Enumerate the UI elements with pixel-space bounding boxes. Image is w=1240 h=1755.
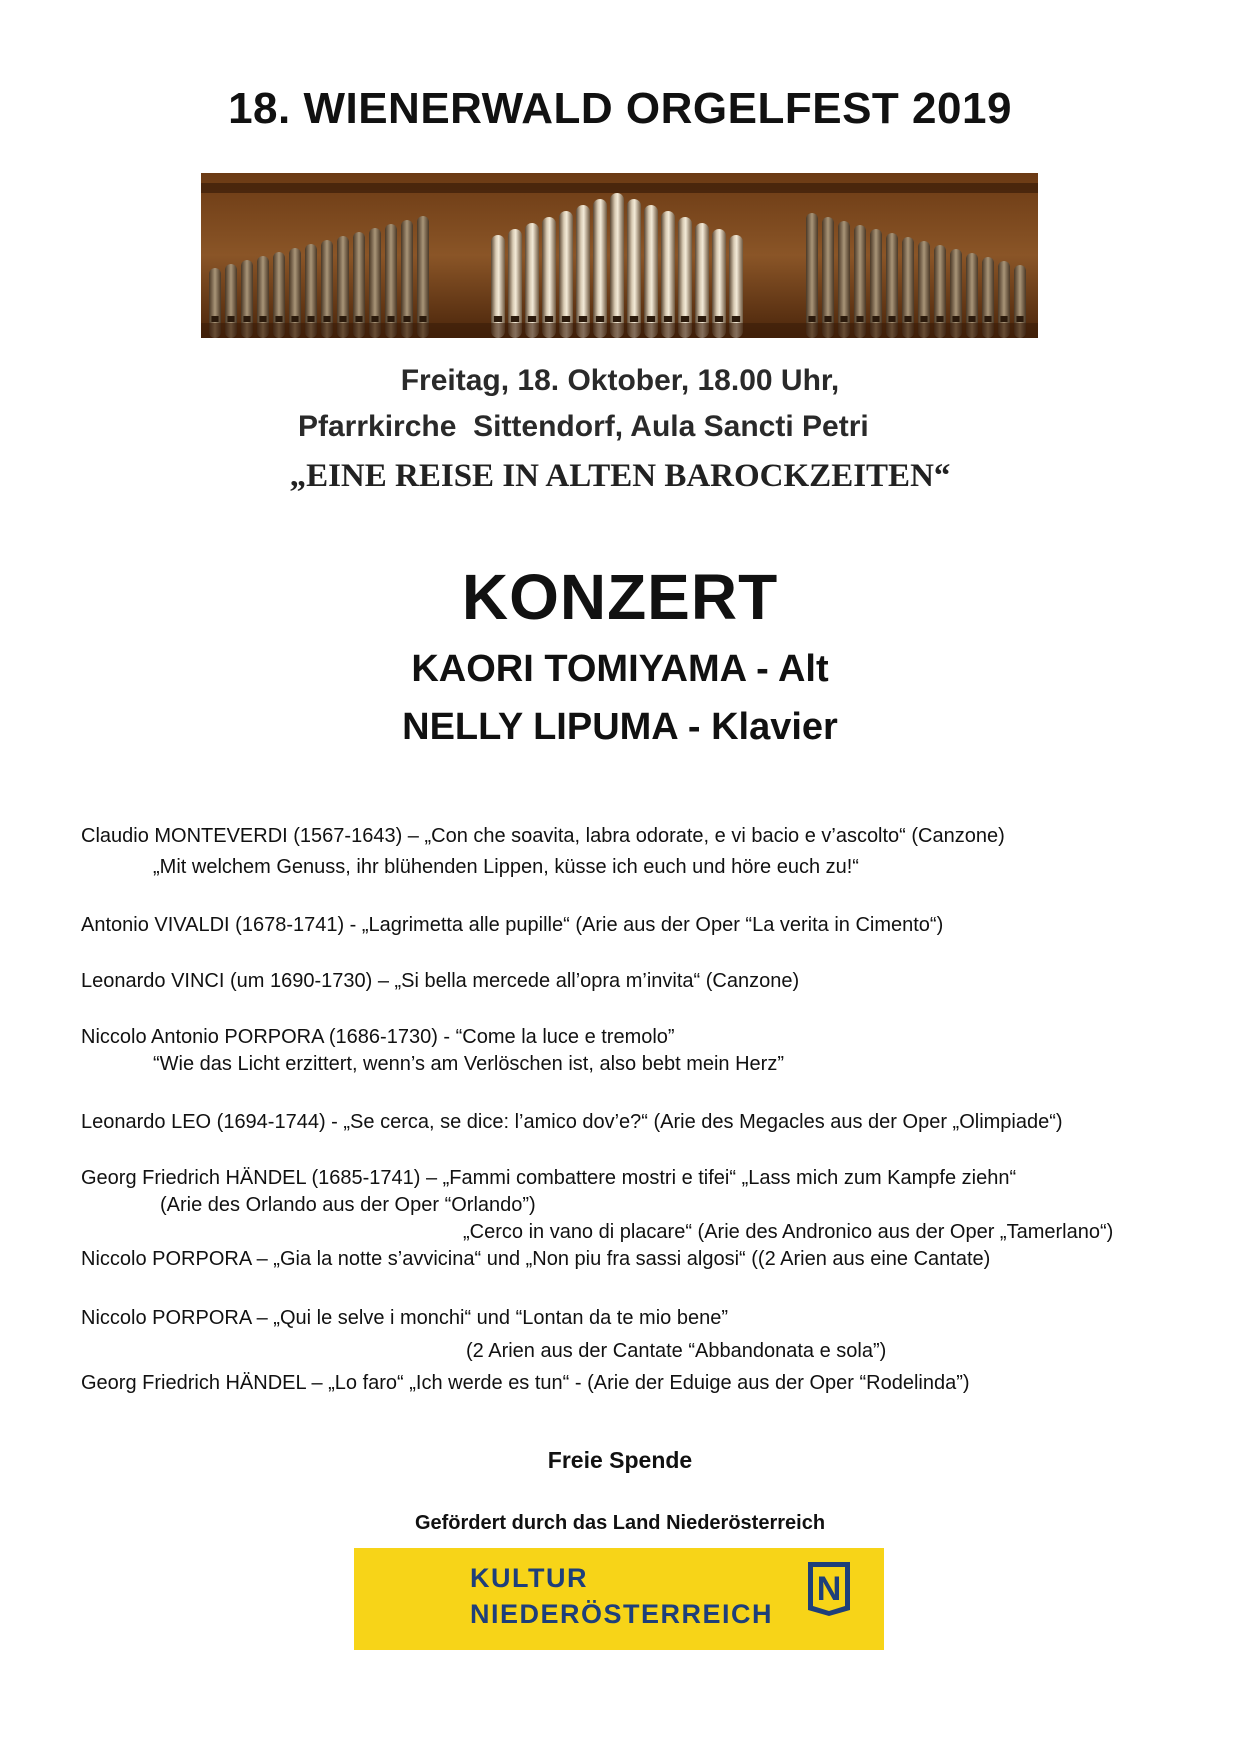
program-composer: Claudio MONTEVERDI (81, 825, 288, 847)
organ-pipe-mouth (243, 316, 250, 322)
program-line: Niccolo PORPORA – „Qui le selve i monchi“ und “Lontan da te mio bene” (81, 1307, 728, 1329)
program-line: „Cerco in vano di placare“ (Arie des Andronico aus der Oper „Tamerlano“) (463, 1221, 1114, 1243)
program-line: Niccolo Antonio PORPORA (1686-1730) - “Come la luce e tremolo” (81, 1026, 675, 1048)
organ-pipe-mouth (664, 316, 672, 322)
organ-pipe-mouth (808, 316, 815, 322)
organ-pipe-mouth (339, 316, 346, 322)
organ-pipe-mouth (371, 316, 378, 322)
organ-pipe-mouth (355, 316, 362, 322)
program-line (81, 825, 1005, 848)
organ-pipe-mouth (872, 316, 879, 322)
organ-pipe-mouth (307, 316, 314, 322)
organ-pipe-mouth (211, 316, 218, 322)
performer-1: KAORI TOMIYAMA - Alt (411, 648, 829, 690)
organ-pipe-mouth (579, 316, 587, 322)
organ-pipe-mouth (596, 316, 604, 322)
organ-pipe (902, 237, 914, 338)
organ-pipe-mouth (1016, 316, 1023, 322)
logo-n-mark-icon (804, 1560, 854, 1618)
program-line: Georg Friedrich HÄNDEL (1685-1741) – „Fammi combattere mostri e tifei“ „Lass mich zum Kampfe ziehn“ (81, 1167, 1017, 1189)
organ-pipe-mouth (952, 316, 959, 322)
organ-pipes-image (201, 173, 1038, 338)
organ-pipe (886, 233, 898, 338)
organ-pipe-mouth (323, 316, 330, 322)
program-line: Leonardo LEO (1694-1744) - „Se cerca, se dice: l’amico dov’e?“ (Arie des Megacles aus der Oper „Olimpiade“) (81, 1111, 1063, 1133)
organ-pipe-mouth (647, 316, 655, 322)
organ-pipe-mouth (984, 316, 991, 322)
organ-pipe-mouth (545, 316, 553, 322)
program-line: (2 Arien aus der Cantate “Abbandonata e sola”) (466, 1340, 887, 1362)
sponsor-line: Gefördert durch das Land Niederösterreich (414, 1512, 826, 1534)
organ-pipe (729, 235, 743, 338)
organ-pipe-mouth (681, 316, 689, 322)
organ-pipe-mouth (824, 316, 831, 322)
organ-pipe-mouth (698, 316, 706, 322)
organ-pipe-mouth (403, 316, 410, 322)
event-venue: Pfarrkirche Sittendorf, Aula Sancti Petri (298, 410, 869, 443)
organ-pipe-mouth (856, 316, 863, 322)
event-date: Freitag, 18. Oktober, 18.00 Uhr, (400, 364, 840, 397)
organ-pipe-mouth (936, 316, 943, 322)
organ-pipe (491, 235, 505, 338)
page-title: 18. WIENERWALD ORGELFEST 2019 (228, 84, 1012, 133)
logo-text (470, 1560, 773, 1632)
organ-pipe-mouth (630, 316, 638, 322)
program-line: Georg Friedrich HÄNDEL – „Lo faro“ „Ich werde es tun“ - (Arie der Eduige aus der Oper “Rodelinda”) (81, 1372, 970, 1394)
logo-line-2: NIEDERÖSTERREICH (470, 1599, 774, 1629)
organ-pipe-mouth (888, 316, 895, 322)
organ-pipe-mouth (715, 316, 723, 322)
program-line: (Arie des Orlando aus der Oper “Orlando”) (160, 1194, 536, 1216)
donation-note: Freie Spende (547, 1447, 693, 1473)
organ-pipe-mouth (562, 316, 570, 322)
program-text: (1567-1643) – „Con che soavita, labra odorate, e vi bacio e v’ascolto“ (Canzone) (287, 825, 1005, 847)
organ-pipe-mouth (511, 316, 519, 322)
organ-pipe-mouth (528, 316, 536, 322)
program-line: Niccolo PORPORA – „Gia la notte s’avvicina“ und „Non piu fra sassi algosi“ ((2 Arien aus eine Cantate) (81, 1248, 991, 1270)
organ-pipe-mouth (840, 316, 847, 322)
organ-pipe-mouth (904, 316, 911, 322)
organ-pipe-mouth (275, 316, 282, 322)
logo-line-1: KULTUR (470, 1563, 588, 1593)
organ-pipe (337, 236, 349, 338)
concert-heading: KONZERT (461, 561, 779, 633)
organ-pipe-mouth (387, 316, 394, 322)
organ-pipe-mouth (291, 316, 298, 322)
organ-pipe-mouth (227, 316, 234, 322)
organ-pipe-mouth (732, 316, 740, 322)
organ-pipe-mouth (920, 316, 927, 322)
program-line: „Mit welchem Genuss, ihr blühenden Lippen, küsse ich euch und höre euch zu!“ (153, 856, 859, 878)
organ-pipe-mouth (1000, 316, 1007, 322)
organ-pipe-mouth (968, 316, 975, 322)
organ-pipe (353, 232, 365, 338)
logo-mark-letter: N (816, 1570, 842, 1608)
organ-pipe-mouth (494, 316, 502, 322)
performer-2: NELLY LIPUMA - Klavier (402, 706, 838, 748)
program-line: Leonardo VINCI (um 1690-1730) – „Si bella mercede all’opra m’invita“ (Canzone) (81, 970, 800, 992)
organ-pipe-mouth (613, 316, 621, 322)
kultur-niederoesterreich-logo (354, 1548, 884, 1650)
program-line: Antonio VIVALDI (1678-1741) - „Lagrimetta alle pupille“ (Arie aus der Oper “La verita in Cimento“) (81, 914, 944, 936)
event-motto: „EINE REISE IN ALTEN BAROCKZEITEN“ (289, 458, 951, 494)
program-line: “Wie das Licht erzittert, wenn’s am Verlöschen ist, also bebt mein Herz” (153, 1053, 784, 1075)
organ-pipe-mouth (419, 316, 426, 322)
organ-pipe-mouth (259, 316, 266, 322)
